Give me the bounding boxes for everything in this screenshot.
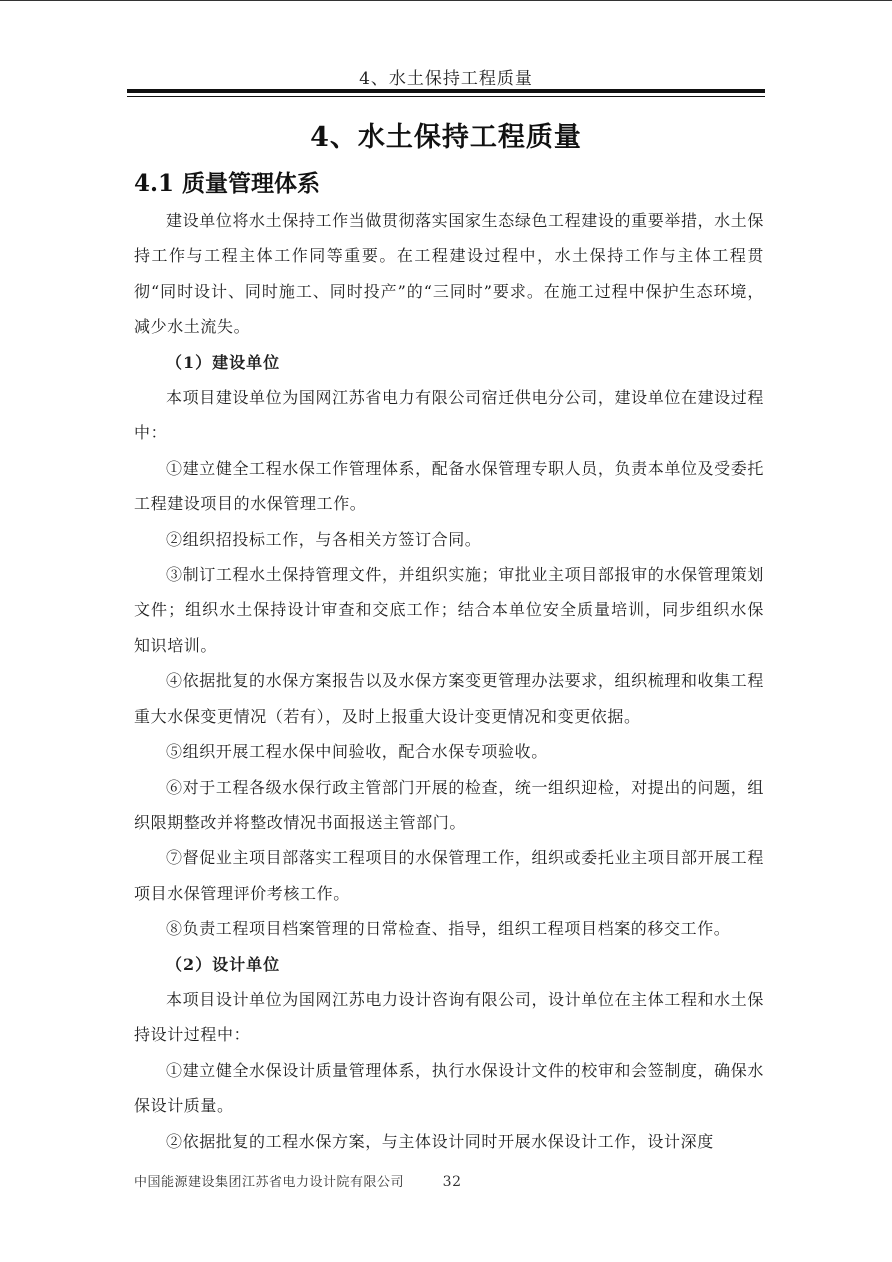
document-body: [134, 203, 764, 1159]
list-item: ⑥对于工程各级水保行政主管部门开展的检查，统一组织迎检，对提出的问题，组织限期整改并将整改情况书面报送主管部门。: [134, 777, 764, 832]
page-number: 32: [442, 1174, 462, 1190]
list-item: ④依据批复的水保方案报告以及水保方案变更管理办法要求，组织梳理和收集工程重大水保变更情况（若有），及时上报重大设计变更情况和变更依据。: [134, 671, 764, 726]
list-item: ③制订工程水土保持管理文件，并组织实施；审批业主项目部报审的水保管理策划文件；组织水土保持设计审查和交底工作；结合本单位安全质量培训，同步组织水保知识培训。: [134, 565, 764, 655]
list-item: ①建立健全水保设计质量管理体系，执行水保设计文件的校审和会签制度，确保水保设计质量。: [134, 1060, 764, 1116]
footer-organization: 中国能源建设集团江苏省电力设计院有限公司: [134, 1175, 405, 1190]
list-item: ⑧负责工程项目档案管理的日常检查、指导，组织工程项目档案的移交工作。: [166, 919, 731, 939]
header-rule-thick: [127, 89, 765, 93]
page-footer: [134, 1171, 461, 1190]
subsection-heading-construction-unit: （1）建设单位: [166, 352, 281, 372]
running-header: 4、水土保持工程质量: [359, 69, 533, 89]
intro-paragraph: 建设单位将水土保持工作当做贯彻落实国家生态绿色工程建设的重要举措，水土保持工作与工程主体工作同等重要。在工程建设过程中，水土保持工作与主体工程贯彻“同时设计、同时施工、同时投产”的“三同时”要求。在施工过程中保护生态环境，减少水土流失。: [134, 211, 764, 337]
top-border-line: [0, 0, 892, 1]
list-item: ⑤组织开展工程水保中间验收，配合水保专项验收。: [166, 742, 548, 762]
list-item: ②依据批复的工程水保方案，与主体设计同时开展水保设计工作，设计深度: [166, 1131, 714, 1151]
construction-unit-lead: 本项目建设单位为国网江苏省电力有限公司宿迁供电分公司，建设单位在建设过程中：: [134, 388, 764, 443]
list-item: ①建立健全工程水保工作管理体系，配备水保管理专职人员，负责本单位及受委托工程建设项目的水保管理工作。: [134, 458, 764, 514]
section-title: 4.1 质量管理体系: [134, 170, 321, 197]
chapter-title: 4、水土保持工程质量: [310, 122, 582, 153]
list-item: ②组织招投标工作，与各相关方签订合同。: [166, 529, 482, 549]
header-rule-thin: [127, 96, 765, 97]
subsection-heading-design-unit: （2）设计单位: [166, 954, 281, 974]
list-item: ⑦督促业主项目部落实工程项目的水保管理工作，组织或委托业主项目部开展工程项目水保管理评价考核工作。: [134, 848, 764, 903]
design-unit-lead: 本项目设计单位为国网江苏电力设计咨询有限公司，设计单位在主体工程和水土保持设计过程中：: [134, 989, 764, 1045]
